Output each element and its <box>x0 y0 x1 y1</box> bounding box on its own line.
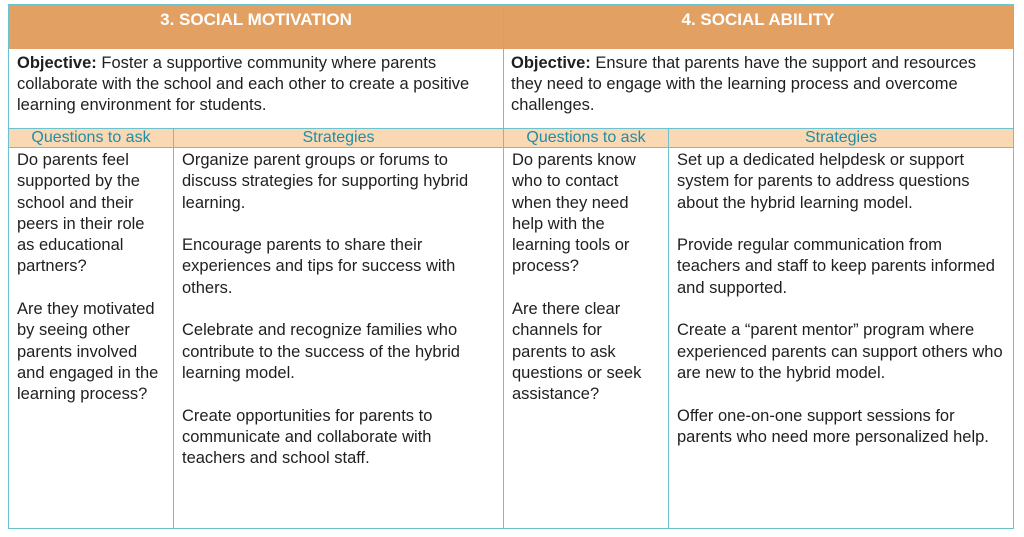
strategies-header: Strategies <box>174 129 503 147</box>
divider <box>9 147 1013 148</box>
section-title: 4. SOCIAL ABILITY <box>503 5 1013 49</box>
strategy-item: Set up a dedicated helpdesk or support system for parents to address questions about the hybrid learning model. <box>677 151 970 212</box>
questions-cell <box>9 148 173 427</box>
strategy-item: Create opportunities for parents to communicate and collaborate with teachers and school staff. <box>182 406 433 468</box>
strategy-table <box>8 4 1014 529</box>
divider <box>668 129 669 528</box>
objective <box>9 49 503 123</box>
questions-header: Questions to ask <box>9 129 173 147</box>
objective <box>503 49 1013 123</box>
strategy-item: Offer one-on-one support sessions for parents who need more personalized help. <box>677 406 989 446</box>
objective-label: Objective: <box>17 54 97 72</box>
divider <box>503 5 504 528</box>
strategy-item: Organize parent groups or forums to discuss strategies for supporting hybrid learning. <box>182 151 469 212</box>
strategy-item: Celebrate and recognize families who contribute to the success of the hybrid learning model. <box>182 321 460 382</box>
section-social-motivation <box>9 5 503 123</box>
questions-cell <box>504 148 668 427</box>
question-item: Do parents know who to contact when they need help with the learning tools or process? <box>512 151 636 276</box>
section-social-ability <box>503 5 1013 123</box>
strategy-item: Provide regular communication from teachers and staff to keep parents informed and supported. <box>677 236 995 297</box>
strategies-header: Strategies <box>669 129 1013 147</box>
strategy-item: Create a “parent mentor” program where experienced parents can support others who are new to the hybrid model. <box>677 321 1003 382</box>
objective-text: Foster a supportive community where parents collaborate with the school and each other to create a positive learning environment for students. <box>17 54 470 114</box>
strategies-cell <box>669 148 1013 469</box>
divider <box>173 129 174 528</box>
question-item: Are they motivated by seeing other parents involved and engaged in the learning process? <box>17 300 159 404</box>
questions-header: Questions to ask <box>504 129 668 147</box>
section-title: 3. SOCIAL MOTIVATION <box>9 5 503 49</box>
question-item: Do parents feel supported by the school and their peers in their role as educational partners? <box>17 151 145 276</box>
divider <box>9 128 1013 129</box>
strategies-cell <box>174 148 503 491</box>
objective-label: Objective: <box>511 54 591 72</box>
strategy-item: Encourage parents to share their experiences and tips for success with others. <box>182 236 456 297</box>
question-item: Are there clear channels for parents to ask questions or seek assistance? <box>512 300 642 404</box>
objective-text: Ensure that parents have the support and resources they need to engage with the learning process and overcome challenges. <box>511 54 977 114</box>
